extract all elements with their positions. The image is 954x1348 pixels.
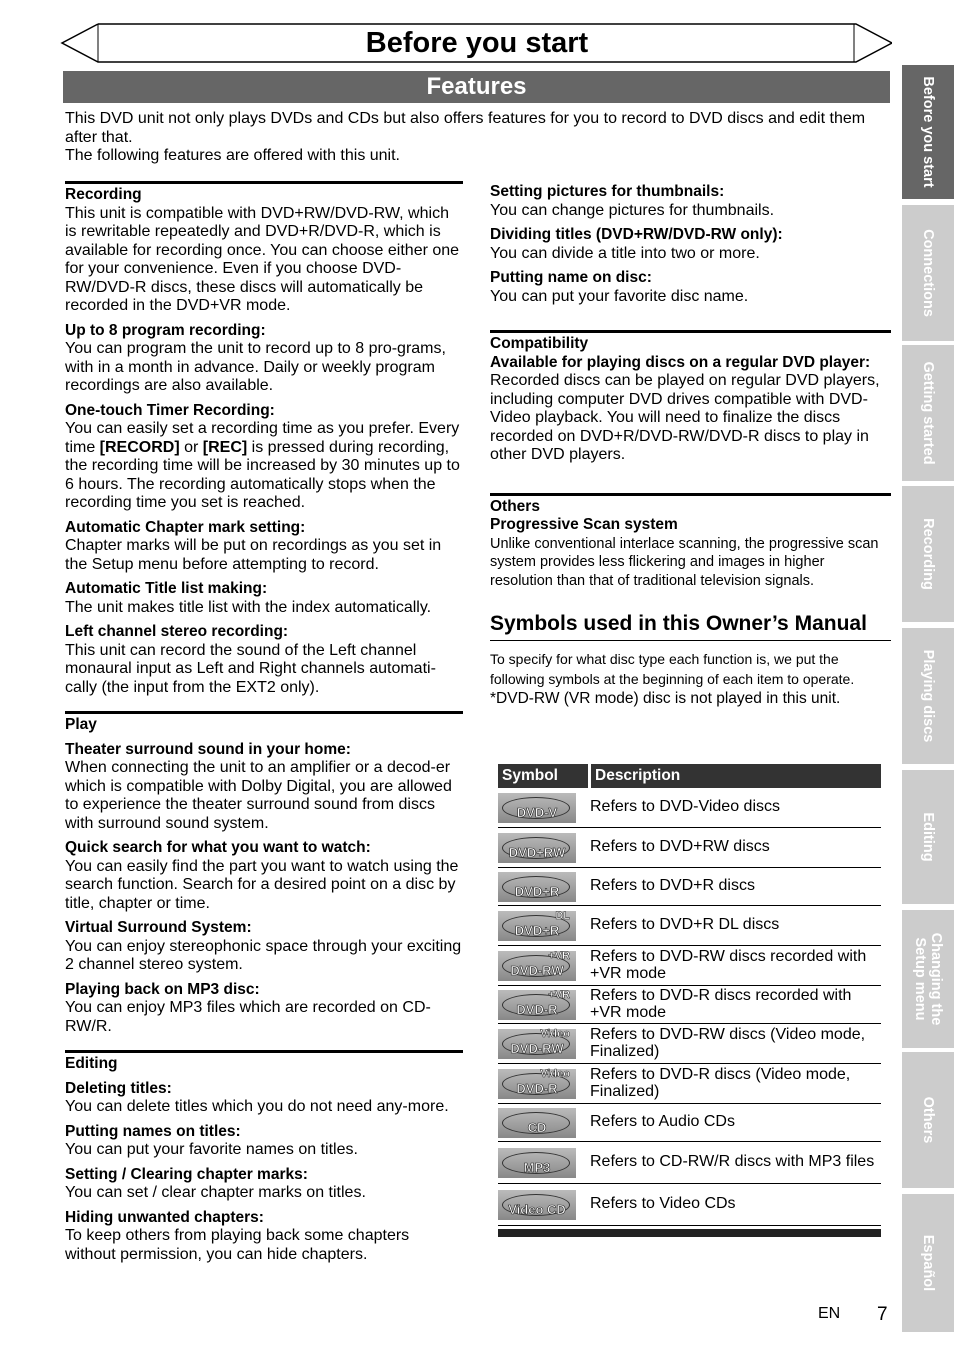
symbol-description: Refers to CD-RW/R discs with MP3 files bbox=[590, 1153, 875, 1171]
record-key: [RECORD] bbox=[99, 438, 180, 456]
symbol-sublabel: DL bbox=[555, 909, 570, 922]
side-tab[interactable] bbox=[902, 628, 954, 764]
disc-symbol-icon bbox=[498, 911, 576, 941]
side-tab[interactable] bbox=[902, 1194, 954, 1332]
feature-text: The unit makes title list with the index automatically. bbox=[65, 598, 432, 616]
symbols-heading: Symbols used in this Owner’s Manual bbox=[490, 610, 891, 641]
feature-title: Hiding unwanted chapters: bbox=[65, 1208, 264, 1226]
side-tab[interactable] bbox=[902, 1052, 954, 1188]
feature-title: Playing back on MP3 disc: bbox=[65, 980, 260, 998]
feature-title: Virtual Surround System: bbox=[65, 919, 252, 936]
disc-symbol-icon bbox=[498, 951, 576, 981]
col-symbol: Symbol bbox=[498, 764, 588, 788]
side-tab-label: Before you start bbox=[920, 76, 936, 188]
symbol-description: Refers to DVD-R discs (Video mode, Finalized) bbox=[590, 1066, 851, 1100]
symbol-label: DVD-R bbox=[516, 1001, 558, 1017]
feature-item bbox=[65, 839, 463, 913]
side-tab-label: Others bbox=[920, 1096, 936, 1144]
feature-text: Recorded discs can be played on regular DVD players, including computer DVD drives compatible with DVD-Video playback. You will need to finalize the discs recorded on DVD+R/DVD-RW/DVD-R discs to play in other DVD players. bbox=[490, 372, 880, 463]
table-header bbox=[498, 764, 881, 788]
feature-text: When connecting the unit to an amplifier or a decod-er which is compatible with Dolby Digital, you are allowed to experience the theater surround sound from discs with surround sound system. bbox=[65, 759, 452, 832]
feature-title: Automatic Chapter mark setting: bbox=[65, 518, 306, 536]
play-heading: Play bbox=[65, 716, 97, 733]
disc-symbol-icon bbox=[498, 872, 576, 902]
symbol-label: DVD-V bbox=[516, 804, 558, 820]
editing-section bbox=[65, 1050, 463, 1264]
symbol-label: DVD+R bbox=[514, 883, 560, 899]
symbol-label: DVD+RW bbox=[508, 844, 566, 860]
feature-item bbox=[65, 919, 463, 975]
compatibility-section bbox=[490, 330, 891, 465]
symbol-label: DVD+R bbox=[514, 922, 560, 938]
table-row bbox=[498, 986, 881, 1024]
side-tab-label: Getting started bbox=[920, 361, 936, 465]
feature-item bbox=[65, 1123, 463, 1160]
disc-symbol-icon bbox=[498, 1029, 576, 1059]
feature-title: Setting / Clearing chapter marks: bbox=[65, 1165, 308, 1183]
feature-item bbox=[490, 226, 891, 263]
left-column bbox=[65, 181, 463, 1270]
side-tab-label: Changing the Setup menu bbox=[912, 932, 944, 1026]
symbol-label: MP3 bbox=[523, 1159, 551, 1175]
disc-symbol-icon bbox=[498, 793, 576, 823]
feature-text: To keep others from playing back some chapters without permission, you can hide chapters. bbox=[65, 1227, 410, 1263]
section-title: Features bbox=[63, 71, 890, 103]
side-tab[interactable] bbox=[902, 770, 954, 904]
feature-title: Progressive Scan system bbox=[490, 516, 678, 533]
recording-section bbox=[65, 181, 463, 697]
others-heading: Others bbox=[490, 497, 540, 515]
intro-text-1: This DVD unit not only plays DVDs and CDs but also offers features for you to record to DVD discs and edit them after that. bbox=[65, 110, 866, 146]
table-row bbox=[498, 1064, 881, 1104]
disc-symbol-icon bbox=[498, 1190, 576, 1220]
feature-title: Theater surround sound in your home: bbox=[65, 740, 351, 758]
right-column bbox=[490, 181, 891, 709]
symbol-description: Refers to DVD+RW discs bbox=[590, 838, 770, 856]
feature-text: You can delete titles which you do not need any-more. bbox=[65, 1098, 449, 1115]
side-tab[interactable] bbox=[902, 65, 954, 199]
feature-text: Chapter marks will be put on recordings as you set in the Setup menu before attempting to record. bbox=[65, 537, 442, 573]
language-label: EN bbox=[818, 1305, 841, 1322]
play-section bbox=[65, 711, 463, 1036]
disc-symbol-icon bbox=[498, 990, 576, 1020]
feature-text: You can change pictures for thumbnails. bbox=[490, 201, 775, 219]
symbol-sublabel: +VR bbox=[548, 949, 570, 962]
feature-item bbox=[65, 580, 463, 617]
table-row bbox=[498, 828, 881, 868]
col-description: Description bbox=[591, 764, 881, 788]
feature-title: Putting name on disc: bbox=[490, 269, 652, 286]
intro-text-2: The following features are offered with this unit. bbox=[65, 147, 400, 164]
table-row bbox=[498, 906, 881, 946]
recording-intro: This unit is compatible with DVD+RW/DVD-RW, which is rewritable repeatedly and DVD+R/DVD-R, which is available for recording once. You can choose either one for your convenience. Even if you choose DVD-RW/DVD-R discs, these discs will automatically be recorded in the DVD+VR mode. bbox=[65, 204, 460, 314]
feature-item bbox=[65, 322, 463, 396]
side-tab-label: Playing discs bbox=[920, 649, 936, 743]
recording-heading: Recording bbox=[65, 186, 142, 203]
feature-text: You can program the unit to record up to 8 pro-grams, with in a month in advance. Daily or weekly program recordings are also available. bbox=[65, 340, 446, 394]
table-row bbox=[498, 788, 881, 828]
editing-heading: Editing bbox=[65, 1055, 118, 1072]
symbol-sublabel: +VR bbox=[548, 988, 570, 1001]
side-tab-label: Español bbox=[920, 1234, 936, 1292]
symbol-description: Refers to Audio CDs bbox=[590, 1113, 735, 1131]
feature-title: Up to 8 program recording: bbox=[65, 321, 266, 339]
side-tab-label: Recording bbox=[920, 518, 936, 590]
side-tab-label: Connections bbox=[920, 229, 936, 317]
feature-text: You can put your favorite disc name. bbox=[490, 287, 749, 305]
disc-symbol-icon bbox=[498, 1148, 576, 1178]
feature-text: You can enjoy MP3 files which are recorded on CD-RW/R. bbox=[65, 999, 431, 1035]
table-row bbox=[498, 1024, 881, 1064]
symbol-label: DVD-RW bbox=[510, 1040, 564, 1056]
feature-item bbox=[65, 623, 463, 697]
feature-item bbox=[65, 741, 463, 834]
others-section bbox=[490, 493, 891, 591]
feature-item bbox=[490, 183, 891, 220]
side-tab[interactable] bbox=[902, 205, 954, 341]
symbol-description: Refers to DVD-RW discs recorded with +VR mode bbox=[590, 948, 867, 982]
feature-text: You can easily set a recording time as you prefer. Every time [RECORD] or [REC] is pressed during recording, the recording time will be increased by 30 minutes up to 6 hours. The recording automatically stops when the recording time you set is reached. bbox=[65, 420, 460, 511]
feature-text: You can put your favorite names on titles. bbox=[65, 1141, 358, 1158]
symbol-description: Refers to DVD+R DL discs bbox=[590, 916, 780, 934]
side-tab[interactable] bbox=[902, 486, 954, 622]
table-row bbox=[498, 1184, 881, 1226]
symbols-table bbox=[498, 764, 881, 1237]
feature-title: Putting names on titles: bbox=[65, 1122, 241, 1140]
table-footer-bar bbox=[498, 1229, 881, 1237]
symbol-label: Video CD bbox=[508, 1201, 566, 1217]
feature-text: You can easily find the part you want to watch using the search function. Search for a desired point on a disc by title, chapter or time. bbox=[65, 857, 459, 912]
feature-title: One-touch Timer Recording: bbox=[65, 401, 275, 419]
symbol-label: CD bbox=[527, 1119, 547, 1135]
intro bbox=[65, 110, 875, 166]
side-tab-label: Editing bbox=[920, 812, 936, 862]
rec-key: [REC] bbox=[202, 438, 248, 456]
symbol-description: Refers to DVD-Video discs bbox=[590, 798, 780, 816]
editing-continued bbox=[490, 181, 891, 306]
feature-title: Dividing titles (DVD+RW/DVD-RW only): bbox=[490, 226, 783, 243]
table-row bbox=[498, 1104, 881, 1142]
symbol-description: Refers to DVD+R discs bbox=[590, 877, 755, 895]
side-tab[interactable] bbox=[902, 910, 954, 1048]
feature-item bbox=[65, 981, 463, 1037]
feature-item bbox=[490, 269, 891, 306]
feature-item bbox=[65, 1166, 463, 1203]
feature-text: You can divide a title into two or more. bbox=[490, 244, 760, 262]
table-body bbox=[498, 788, 881, 1226]
feature-title: Left channel stereo recording: bbox=[65, 623, 289, 640]
feature-title: Automatic Title list making: bbox=[65, 580, 268, 597]
feature-text: You can set / clear chapter marks on titles. bbox=[65, 1184, 366, 1201]
symbol-sublabel: Video bbox=[540, 1067, 570, 1080]
feature-title: Setting pictures for thumbnails: bbox=[490, 183, 725, 200]
page-number: 7 bbox=[877, 1304, 888, 1325]
feature-text: Unlike conventional interlace scanning, the progressive scan system provides less flickering and images in higher resolution than that of traditional television signals. bbox=[490, 535, 879, 589]
disc-symbol-icon bbox=[498, 1108, 576, 1138]
feature-title: Deleting titles: bbox=[65, 1079, 172, 1097]
feature-item bbox=[65, 402, 463, 513]
symbol-sublabel: Video bbox=[540, 1027, 570, 1040]
compatibility-heading: Compatibility bbox=[490, 335, 589, 352]
symbols-note: *DVD-RW (VR mode) disc is not played in this unit. bbox=[490, 690, 841, 707]
symbol-description: Refers to DVD-R discs recorded with +VR mode bbox=[590, 987, 852, 1021]
feature-text: You can enjoy stereophonic space through your exciting 2 channel stereo system. bbox=[65, 937, 462, 973]
feature-item bbox=[65, 1080, 463, 1117]
symbols-text: To specify for what disc type each function is, we put the following symbols at the beginning of each item to operate. bbox=[490, 651, 855, 687]
symbol-label: DVD-R bbox=[516, 1080, 558, 1096]
symbol-label: DVD-RW bbox=[510, 962, 564, 978]
table-row bbox=[498, 946, 881, 986]
side-tab[interactable] bbox=[902, 345, 954, 481]
feature-item bbox=[65, 519, 463, 575]
feature-title: Quick search for what you want to watch: bbox=[65, 839, 371, 856]
disc-symbol-icon bbox=[498, 1069, 576, 1099]
symbol-description: Refers to Video CDs bbox=[590, 1195, 736, 1213]
feature-title: Available for playing discs on a regular DVD player: bbox=[490, 353, 871, 371]
feature-text: This unit can record the sound of the Left channel monaural input as Left and Right channels automati-cally (the input from the EXT2 only). bbox=[65, 641, 436, 696]
disc-symbol-icon bbox=[498, 833, 576, 863]
symbol-description: Refers to DVD-RW discs (Video mode, Finalized) bbox=[590, 1026, 866, 1060]
table-row bbox=[498, 868, 881, 906]
page-title: Before you start bbox=[365, 27, 589, 59]
feature-item bbox=[65, 1209, 463, 1265]
table-row bbox=[498, 1142, 881, 1184]
